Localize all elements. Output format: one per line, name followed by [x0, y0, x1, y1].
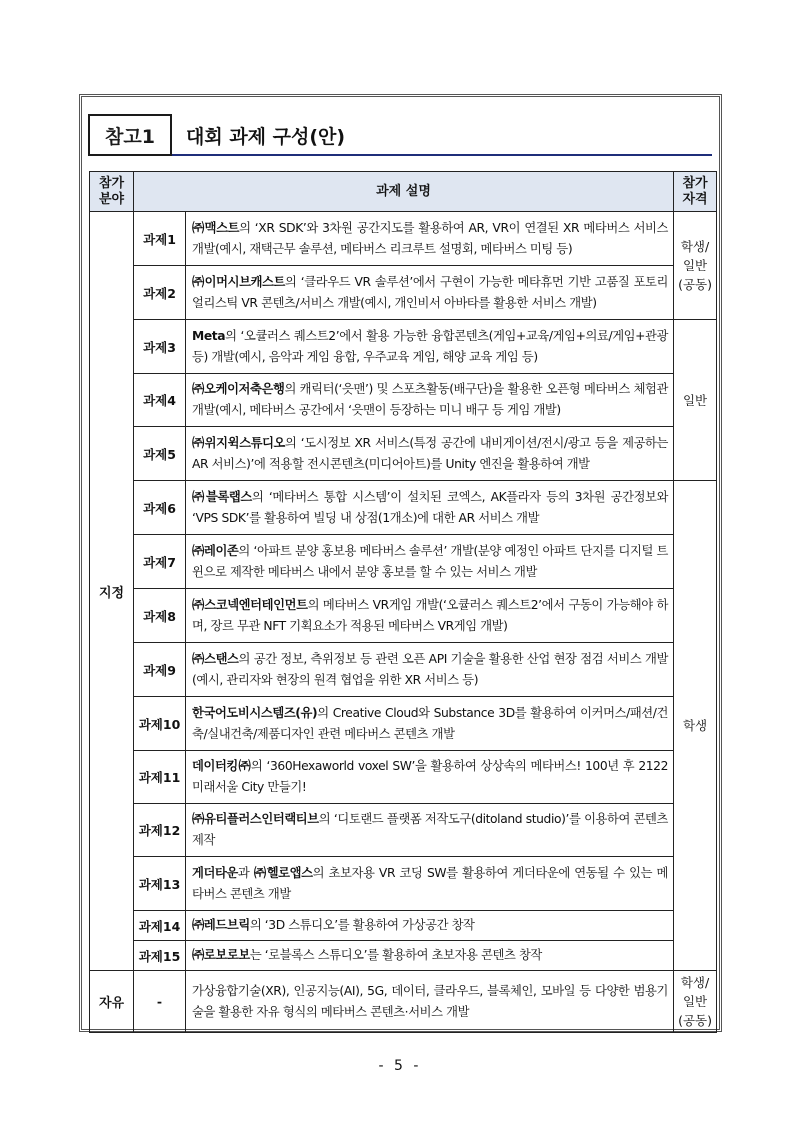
- table-row: [90, 941, 717, 971]
- table-header-row: [90, 172, 717, 212]
- task-description: [186, 266, 674, 320]
- task-text: 의 ‘360Hexaworld voxel SW’을 활용하여 상상속의 메타버스! 100년 후 2122 미래서울 City 만들기!: [192, 759, 669, 794]
- task-description: [186, 374, 674, 427]
- task-id: [134, 804, 186, 857]
- category-free: [90, 971, 134, 1033]
- task-org: Meta: [192, 328, 226, 343]
- reference-label-box: [88, 114, 172, 156]
- task-text: 가상융합기술(XR), 인공지능(AI), 5G, 데이터, 클라우드, 블록체인, 모바일 등 다양한 범용기술을 활용한 자유 형식의 메타버스 콘텐츠·서비스 개발: [192, 983, 669, 1019]
- task-id-text: 과제5: [143, 446, 176, 462]
- eligibility-text: 학생/ 일반 (공동): [678, 239, 712, 292]
- task-text: 의 ‘메타버스 통합 시스템’이 설치된 코엑스, AK플라자 등의 3차원 공간정보와 ‘VPS SDK’를 활용하여 빌딩 내 상점(1개소)에 대한 AR 서비스 개발: [192, 489, 669, 525]
- task-id: [134, 266, 186, 320]
- table-row: [90, 212, 717, 266]
- category-designated-text: 지정: [98, 585, 125, 601]
- eligibility-text: 학생: [682, 718, 708, 733]
- task-org: ㈜위지윅스튜디오: [192, 435, 286, 450]
- task-id-text: 과제14: [138, 918, 181, 934]
- task-id: [134, 320, 186, 374]
- task-org: ㈜블록랩스: [192, 489, 252, 504]
- task-table-body: [90, 212, 717, 1033]
- task-description: [186, 427, 674, 481]
- task-org: ㈜로보로보: [192, 948, 250, 962]
- task-text: 의 공간 정보, 측위정보 등 관련 오픈 API 기술을 활용한 산업 현장 점검 서비스 개발(예시, 관리자와 현장의 원격 협업을 위한 XR 서비스 등): [192, 651, 669, 687]
- header-description-text: 과제 설명: [376, 183, 431, 199]
- section-title-box: [172, 114, 712, 156]
- task-description: [186, 911, 674, 941]
- section-heading: [88, 114, 712, 156]
- task-id-text: 과제3: [143, 339, 176, 355]
- table-row: [90, 911, 717, 941]
- task-text: 의 ‘3D 스튜디오’를 활용하여 가상공간 창작: [249, 918, 475, 932]
- task-id-text: 과제6: [143, 500, 176, 516]
- task-id-text: 과제4: [143, 393, 176, 408]
- header-eligibility: [674, 172, 717, 212]
- task-text: 의 캐릭터(‘읏맨’) 및 스포츠활동(배구단)을 활용한 오픈형 메타버스 체험관 개발(예시, 메타버스 공간에서 ‘읏맨이 등장하는 미니 배구 등 게임 개발): [192, 382, 669, 417]
- task-id: [134, 481, 186, 535]
- table-row: [90, 427, 717, 481]
- task-description: [186, 481, 674, 535]
- task-id-text: 과제10: [138, 716, 181, 732]
- task-org: 데이터킹㈜: [192, 759, 251, 773]
- task-description: [186, 697, 674, 751]
- table-row: [90, 320, 717, 374]
- task-text: 의 Creative Cloud와 Substance 3D를 활용하여 이커머스/패션/건축/실내건축/제품디자인 관련 메타버스 콘텐츠 개발: [192, 705, 669, 741]
- task-org: ㈜레드브릭: [192, 918, 250, 932]
- task-org: ㈜레이존: [192, 543, 239, 558]
- task-id: [134, 643, 186, 697]
- task-org: ㈜스탠스: [192, 651, 239, 666]
- task-description: [186, 589, 674, 643]
- task-org: ㈜스코넥엔터테인먼트: [192, 597, 308, 612]
- task-org: ㈜오케이저축은행: [192, 382, 285, 396]
- task-id: [134, 535, 186, 589]
- task-id-text: 과제12: [138, 823, 181, 838]
- task-org: 게더타운: [192, 865, 238, 880]
- task-table: [89, 171, 717, 1033]
- task-text: 의 ‘XR SDK’와 3차원 공간지도를 활용하여 AR, VR이 연결된 XR 메타버스 서비스 개발(예시, 재택근무 솔루션, 메타버스 리크루트 설명회, 메타버스 미팅 등): [192, 220, 669, 256]
- table-row: [90, 857, 717, 911]
- task-org-second: ㈜헬로앱스: [253, 865, 313, 880]
- task-id-text: 과제13: [138, 876, 181, 892]
- task-description: [186, 212, 674, 266]
- task-text: 는 ‘로블록스 스튜디오’를 활용하여 초보자용 콘텐츠 창작: [249, 948, 542, 962]
- task-description: [186, 320, 674, 374]
- task-id: [134, 751, 186, 804]
- task-description: [186, 857, 674, 911]
- task-description: [186, 643, 674, 697]
- task-org: ㈜맥스트: [192, 220, 240, 235]
- task-description: [186, 751, 674, 804]
- table-row: [90, 804, 717, 857]
- eligibility-student: [674, 481, 717, 971]
- task-id-text: 과제7: [143, 554, 176, 570]
- task-description: [186, 804, 674, 857]
- table-row: [90, 751, 717, 804]
- task-id: [134, 589, 186, 643]
- task-id: [134, 971, 186, 1033]
- section-title: 대회 과제 구성(안): [186, 125, 346, 148]
- task-text: 의 초보자용 VR 코딩 SW를 활용하여 게더타운에 연동될 수 있는 메타버스 콘텐츠 개발: [192, 865, 669, 901]
- eligibility-general: [674, 320, 717, 481]
- task-text: 의 ‘오큘러스 퀘스트2’에서 활용 가능한 융합콘텐츠(게임+교육/게임+의료/게임+관광 등) 개발(예시, 음악과 게임 융합, 우주교육 게임, 해양 교육 게임 등): [192, 328, 669, 364]
- task-description: [186, 535, 674, 589]
- eligibility-student-general: [674, 971, 717, 1033]
- header-eligibility-text: 참가 자격: [682, 175, 708, 207]
- eligibility-student-general: [674, 212, 717, 320]
- task-id-text: 과제15: [138, 948, 181, 964]
- task-id-text: 과제2: [143, 285, 176, 301]
- task-id: [134, 941, 186, 971]
- table-row: [90, 266, 717, 320]
- page-number: - 5 -: [378, 1058, 422, 1074]
- task-org: ㈜유티플러스인터랙티브: [192, 812, 319, 826]
- task-text: 의 ‘클라우드 VR 솔루션’에서 구현이 가능한 메타휴먼 기반 고품질 포토리얼리스틱 VR 콘텐츠/서비스 개발(예시, 개인비서 아바타를 활용한 서비스 개발): [192, 274, 669, 310]
- task-id-text: -: [156, 994, 163, 1009]
- task-id-text: 과제11: [138, 770, 181, 785]
- header-category: [90, 172, 134, 212]
- header-description: [134, 172, 674, 212]
- task-description: [186, 971, 674, 1033]
- task-text: 의 ‘도시정보 XR 서비스(특정 공간에 내비게이션/전시/광고 등을 제공하는 AR 서비스)’에 적용할 전시콘텐츠(미디어아트)를 Unity 엔진을 활용하여 개발: [192, 435, 669, 471]
- reference-label: 참고1: [105, 125, 155, 148]
- task-id: [134, 427, 186, 481]
- task-id-text: 과제8: [143, 608, 176, 624]
- task-org: 한국어도비시스템즈(유): [192, 705, 318, 720]
- table-row: [90, 589, 717, 643]
- task-text-mid: 과: [237, 865, 254, 880]
- table-row: [90, 535, 717, 589]
- eligibility-text: 학생/ 일반 (공동): [678, 975, 712, 1028]
- table-row: [90, 374, 717, 427]
- table-row: [90, 697, 717, 751]
- category-designated: [90, 212, 134, 971]
- task-id: [134, 911, 186, 941]
- table-row-free: [90, 971, 717, 1033]
- task-id: [134, 374, 186, 427]
- table-row: [90, 643, 717, 697]
- task-text: 의 ‘디토랜드 플랫폼 저작도구(ditoland studio)’를 이용하여 콘텐츠 제작: [192, 812, 669, 847]
- task-id: [134, 212, 186, 266]
- task-id: [134, 697, 186, 751]
- table-row: [90, 481, 717, 535]
- task-text: 의 메타버스 VR게임 개발(‘오큘러스 퀘스트2’에서 구동이 가능해야 하며, 장르 무관 NFT 기획요소가 적용된 메타버스 VR게임 개발): [192, 597, 669, 633]
- header-category-text: 참가 분야: [98, 175, 125, 207]
- task-id-text: 과제9: [143, 662, 176, 678]
- task-org: ㈜이머시브캐스트: [192, 274, 286, 289]
- eligibility-text: 일반: [682, 392, 708, 408]
- task-description: [186, 941, 674, 971]
- category-free-text: 자유: [98, 996, 125, 1011]
- task-id: [134, 857, 186, 911]
- task-id-text: 과제1: [143, 231, 176, 247]
- task-text: 의 ‘아파트 분양 홍보용 메타버스 솔루션’ 개발(분양 예정인 아파트 단지를 디지털 트윈으로 제작한 메타버스 내에서 분양 홍보를 할 수 있는 서비스 개발: [192, 543, 668, 579]
